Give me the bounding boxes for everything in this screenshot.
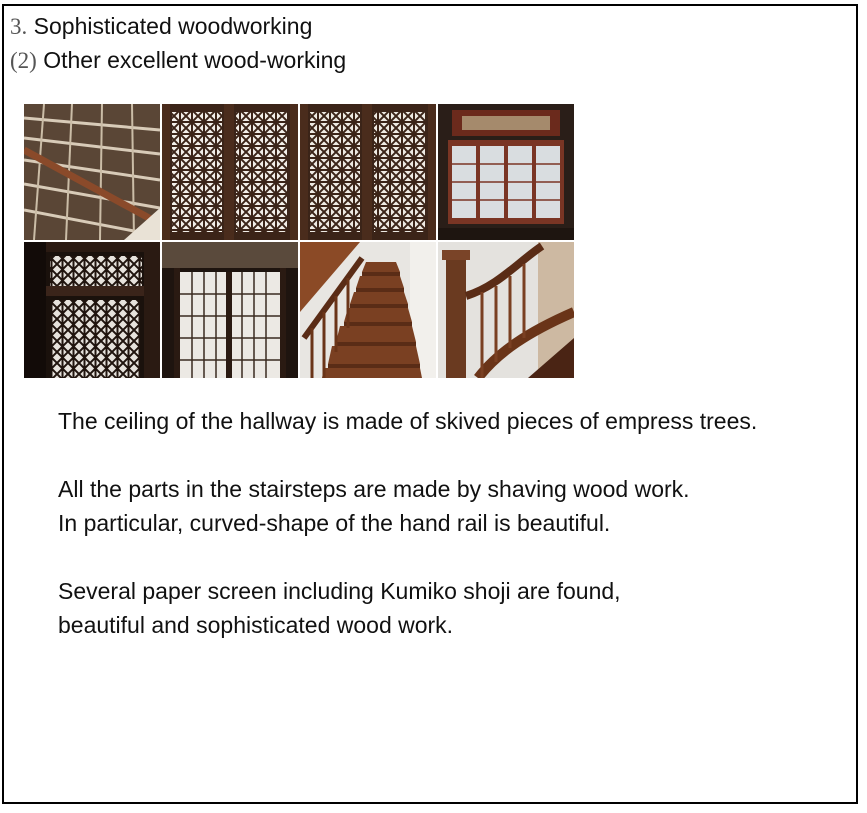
shoji-image <box>162 242 298 378</box>
subsection-number: (2) <box>10 48 37 73</box>
slide-frame <box>2 4 858 804</box>
paragraph-woodwork: beautiful and sophisticated wood work. <box>58 612 454 638</box>
handrail-image <box>438 242 574 378</box>
photo-grid <box>22 102 580 382</box>
ceiling-image <box>24 104 160 240</box>
kumiko-panel-photo-2 <box>300 104 436 240</box>
ceiling-photo <box>24 104 160 240</box>
stairs-image <box>300 242 436 378</box>
paragraph-stairsteps: All the parts in the stairsteps are made by shaving wood work. <box>58 476 690 502</box>
transom-window-photo <box>438 104 574 240</box>
handrail-photo <box>438 242 574 378</box>
kumiko-image <box>162 104 298 240</box>
kumiko-image <box>24 242 160 378</box>
kumiko-doorway-photo <box>24 242 160 378</box>
subsection-title: Other excellent wood-working <box>43 47 347 73</box>
subsection-heading <box>10 46 346 75</box>
staircase-photo <box>300 242 436 378</box>
paragraph-ceiling: The ceiling of the hallway is made of skived pieces of empress trees. <box>58 408 758 434</box>
section-title: Sophisticated woodworking <box>33 13 313 39</box>
window-image <box>438 104 574 240</box>
section-heading <box>10 12 312 41</box>
shoji-screen-photo <box>162 242 298 378</box>
paragraph-handrail: In particular, curved-shape of the hand rail is beautiful. <box>58 510 611 536</box>
section-number: 3. <box>10 14 28 39</box>
kumiko-image <box>300 104 436 240</box>
kumiko-panel-photo-1 <box>162 104 298 240</box>
paragraph-paper-screen: Several paper screen including Kumiko shoji are found, <box>58 578 621 604</box>
